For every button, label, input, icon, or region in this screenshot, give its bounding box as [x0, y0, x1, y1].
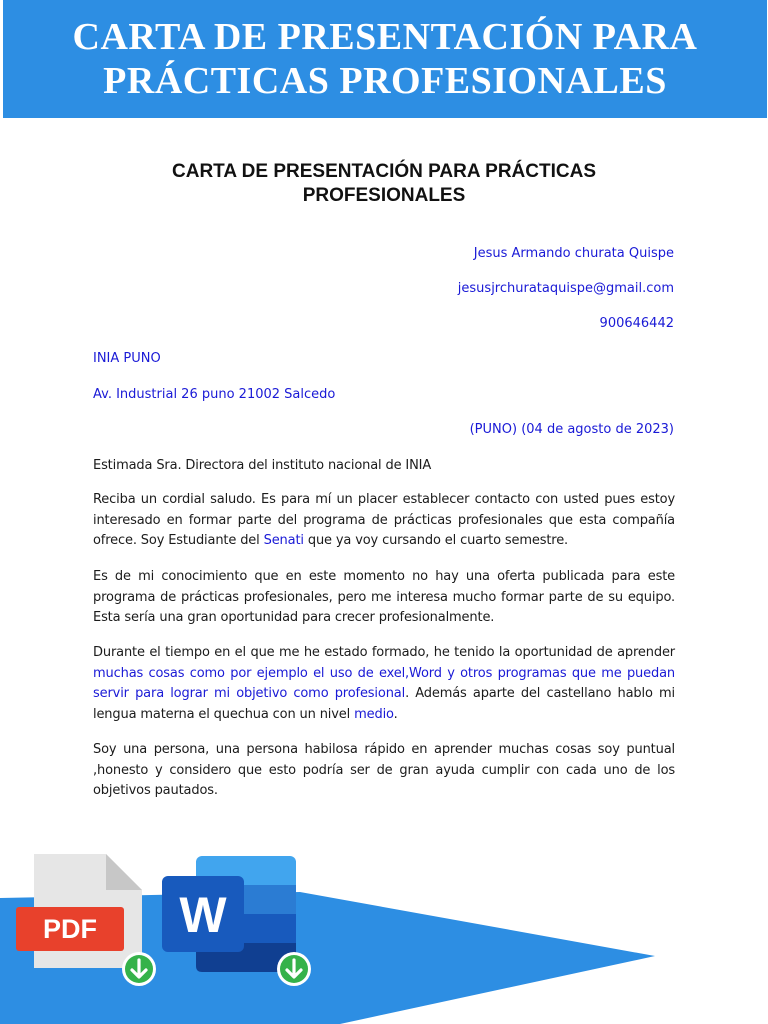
paragraph-3	[93, 643, 675, 725]
paragraph-3-skills: muchas cosas como por ejemplo el uso de exel,Word y otros programas que me puedan servir para lograr mi objetivo como profesional	[93, 665, 675, 701]
paragraph-1-senati: Senati	[263, 533, 304, 548]
letter-date: (PUNO) (04 de agosto de 2023)	[469, 422, 674, 437]
pdf-download-icon[interactable]	[14, 852, 162, 987]
paragraph-3-level: medio	[354, 706, 394, 722]
paragraph-3-text-c: . Además aparte del castellano hablo mi lengua materna el quechua con un nivel	[93, 686, 675, 722]
paragraph-3-text-a: Durante el tiempo en el que me he estado formado, he tenido la oportunidad de aprender	[93, 645, 675, 660]
document-title-line2: PROFESIONALES	[302, 185, 466, 206]
banner-title-line2: PRÁCTICAS PROFESIONALES	[103, 60, 667, 102]
paragraph-1-text-c: que ya voy cursando el cuarto semestre.	[303, 533, 569, 548]
sender-email: jesusjrchurataquispe@gmail.com	[457, 281, 674, 296]
word-letter: W	[179, 887, 227, 943]
header-banner	[3, 0, 767, 118]
recipient-org: INIA PUNO	[93, 351, 161, 366]
document-title	[0, 160, 768, 208]
recipient-address: Av. Industrial 26 puno 21002 Salcedo	[93, 387, 336, 402]
greeting: Estimada Sra. Directora del instituto nacional de INIA	[93, 458, 432, 473]
pdf-page-fold	[106, 854, 142, 890]
paragraph-3-text-e: .	[393, 706, 398, 722]
document-title-line1: CARTA DE PRESENTACIÓN PARA PRÁCTICAS	[172, 161, 596, 182]
word-download-icon[interactable]	[160, 852, 320, 987]
sender-name: Jesus Armando churata Quispe	[473, 246, 674, 261]
paragraph-1-text-a: Reciba un cordial saludo. Es para mí un placer establecer contacto con usted pues estoy interesado en formar parte del programa de prácticas profesionales que esta compañía ofrece. Soy Estudiante del	[93, 492, 675, 548]
paragraph-4: Soy una persona, una persona habilosa rápido en aprender muchas cosas soy puntual ,honesto y considero que esto podría ser de gran ayuda cumplir con cada uno de los objetivos pautados.	[93, 742, 675, 798]
paragraph-2: Es de mi conocimiento que en este momento no hay una oferta publicada para este programa de prácticas profesionales, pero me interesa mucho formar parte de su equipo. Esta sería una gran oportunidad para crecer profesionalmente.	[93, 569, 675, 625]
sender-phone: 900646442	[599, 316, 674, 331]
paragraph-1	[93, 490, 675, 552]
banner-title-line1: CARTA DE PRESENTACIÓN PARA	[72, 16, 698, 58]
pdf-label-text: PDF	[43, 914, 97, 944]
